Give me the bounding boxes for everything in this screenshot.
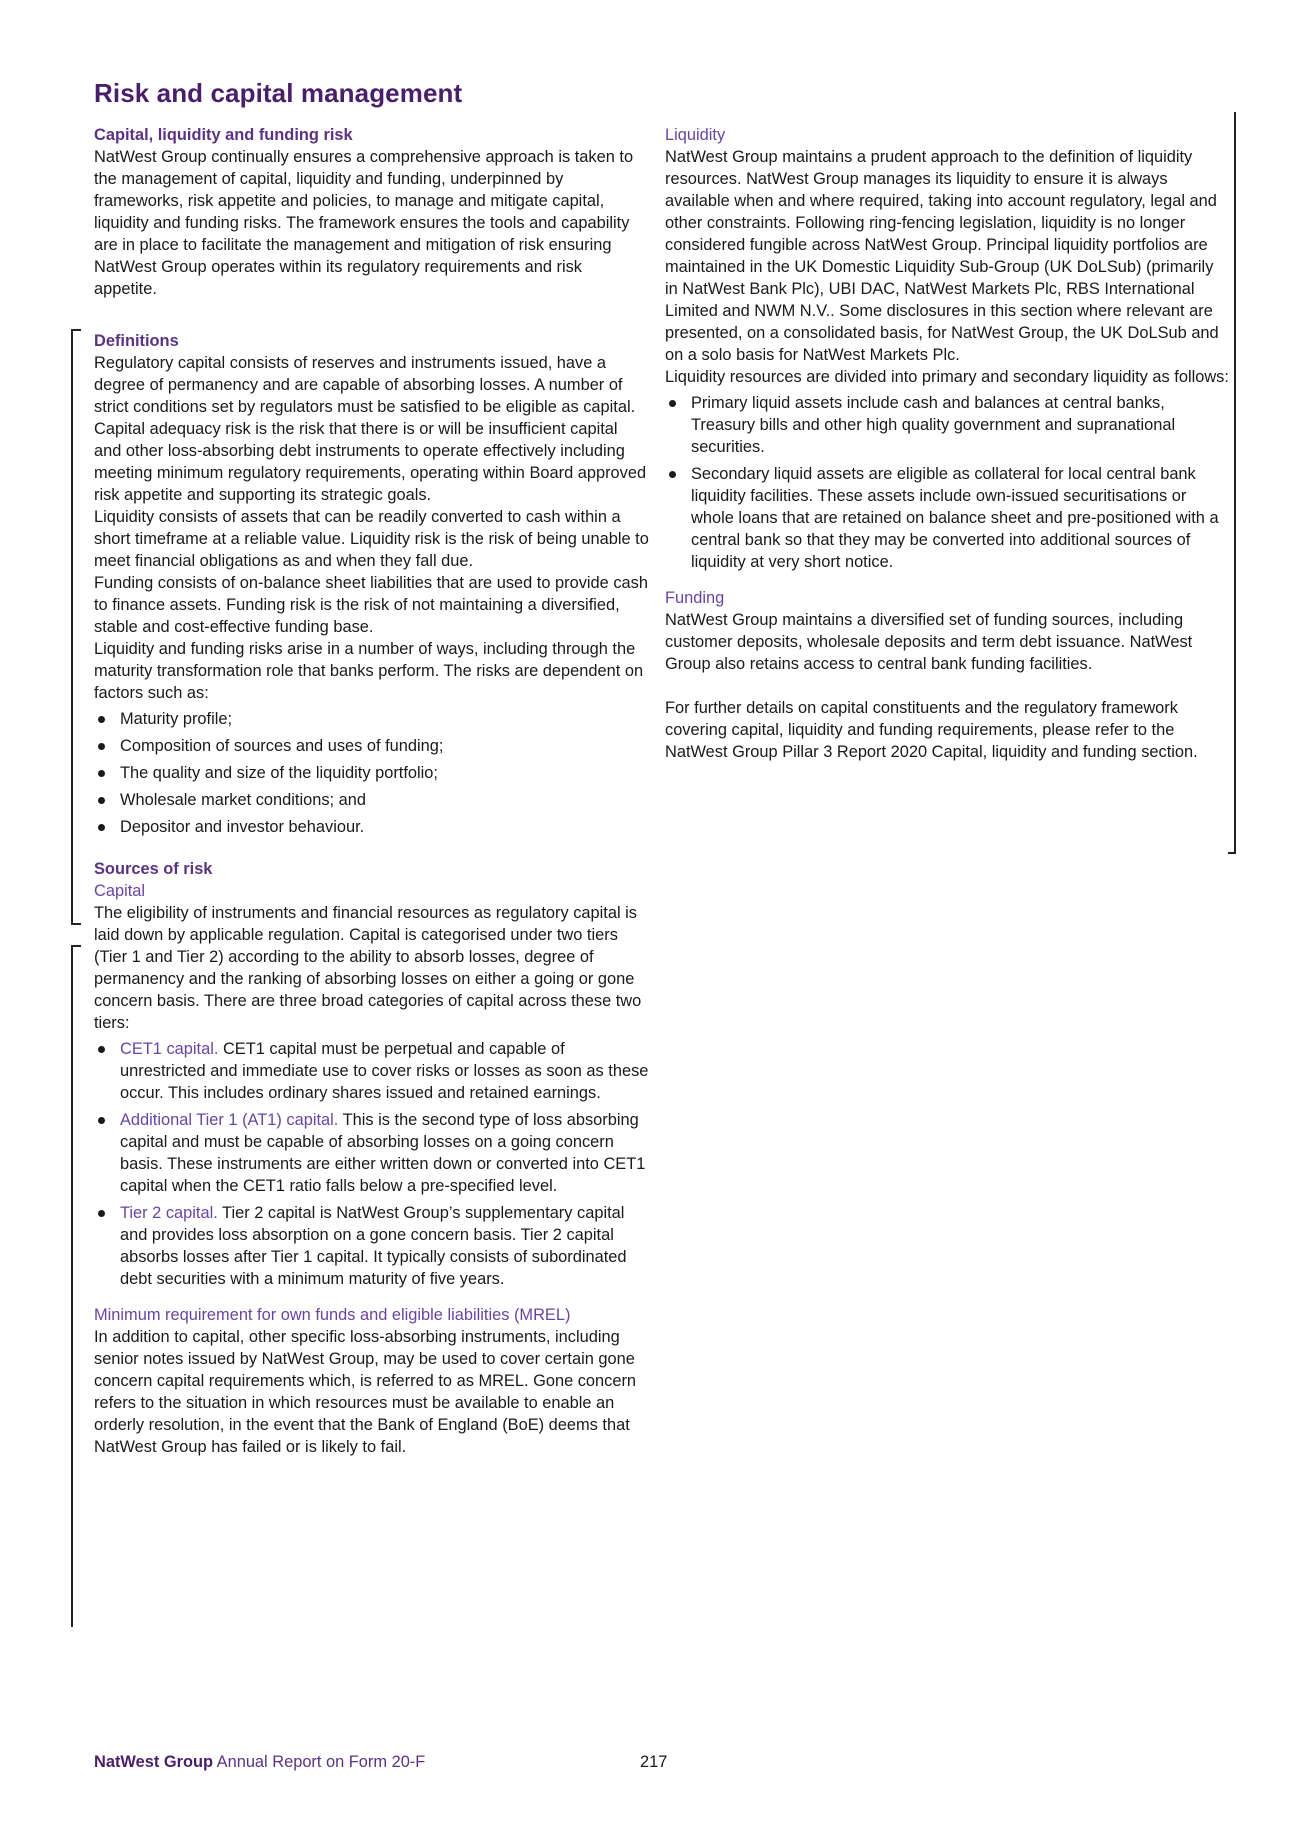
definitions-heading: Definitions (94, 332, 179, 350)
list-item: Secondary liquid assets are eligible as collateral for local central bank liquidity facilities. These assets include own-issued securitisations or whole loans that are retained on balance sheet and pre-positioned with a central bank so that they may be converted into additional sources of liquidity at very short notice. (665, 463, 1230, 573)
funding-body: NatWest Group maintains a diversified set of funding sources, including customer deposits, wholesale deposits and term debt issuance. NatWest Group also retains access to central bank funding facilities. (665, 611, 1193, 673)
definitions-paragraph: Capital adequacy risk is the risk that there is or will be insufficient capital and other loss-absorbing debt instruments to operate effectively including meeting minimum regulatory requirements, operating within Board approved risk appetite and supporting its strategic goals. (94, 420, 647, 504)
further-details: For further details on capital constituents and the regulatory framework covering capital, liquidity and funding requirements, please refer to the NatWest Group Pillar 3 Report 2020 Capital, liquidity and funding section. (665, 699, 1198, 761)
intro-body: NatWest Group continually ensures a comprehensive approach is taken to the management of capital, liquidity and funding, underpinned by frameworks, risk appetite and policies, to manage and mitigate capital, liquidity and funding risks. The framework ensures the tools and capability are in place to facilitate the management and mitigation of risk ensuring NatWest Group operates within its regulatory requirements and risk appetite. (94, 148, 634, 298)
liquidity-heading: Liquidity (665, 126, 726, 144)
definitions-paragraph: Regulatory capital consists of reserves and instruments issued, have a degree of permanency and are capable of absorbing losses. A number of strict conditions set by regulators must be satisfied to be eligible as capital. (94, 354, 636, 416)
footer-document-title: Annual Report on Form 20-F (216, 1753, 426, 1771)
sources-section (94, 858, 649, 1458)
right-column (665, 124, 1230, 763)
risk-factors-list (94, 708, 649, 838)
definitions-section (94, 330, 649, 838)
page-number: 217 (640, 1753, 668, 1771)
definitions-paragraph: Liquidity consists of assets that can be readily converted to cash within a short timeframe at a reliable value. Liquidity risk is the risk of being unable to meet financial obligations as and when they fall due. (94, 508, 649, 570)
list-item: Maturity profile; (94, 708, 649, 730)
list-item (94, 1202, 649, 1290)
footer-brand: NatWest Group (94, 1753, 213, 1771)
mrel-body: In addition to capital, other specific loss-absorbing instruments, including senior notes issued by NatWest Group, may be used to cover certain gone concern capital requirements which, is referred to as MREL. Gone concern refers to the situation in which resources must be available to enable an orderly resolution, in the event that the Bank of England (BoE) deems that NatWest Group has failed or is likely to fail. (94, 1328, 637, 1456)
definitions-bracket (71, 329, 81, 925)
list-item: The quality and size of the liquidity portfolio; (94, 762, 649, 784)
sources-heading: Sources of risk (94, 860, 213, 878)
intro-section (94, 124, 649, 300)
tier-label: CET1 capital. (120, 1040, 219, 1058)
funding-heading: Funding (665, 589, 725, 607)
page-title: Risk and capital management (94, 78, 463, 108)
mrel-heading: Minimum requirement for own funds and eligible liabilities (MREL) (94, 1306, 571, 1324)
tier-label: Tier 2 capital. (120, 1204, 218, 1222)
list-item: Composition of sources and uses of funding; (94, 735, 649, 757)
definitions-paragraph: Liquidity and funding risks arise in a number of ways, including through the maturity transformation role that banks perform. The risks are dependent on factors such as: (94, 640, 644, 702)
capital-body: The eligibility of instruments and financial resources as regulatory capital is laid down by applicable regulation. Capital is categorised under two tiers (Tier 1 and Tier 2) according to the ability to absorb losses, degree of permanency and the ranking of absorbing losses on either a going or gone concern basis. There are three broad categories of capital across these two tiers: (94, 904, 642, 1032)
tier-label: Additional Tier 1 (AT1) capital. (120, 1111, 339, 1129)
footer (94, 1753, 425, 1772)
sources-bracket (71, 945, 81, 1627)
tier-text: This is the second type of loss absorbing capital and must be capable of absorbing losses on a going concern basis. These instruments are either written down or converted into CET1 capital when the CET1 ratio falls below a pre-specified level. (120, 1111, 646, 1195)
capital-heading: Capital (94, 882, 146, 900)
list-item (94, 1109, 649, 1197)
list-item: Depositor and investor behaviour. (94, 816, 649, 838)
list-item: Wholesale market conditions; and (94, 789, 649, 811)
intro-heading: Capital, liquidity and funding risk (94, 126, 353, 144)
capital-tiers-list (94, 1038, 649, 1290)
resources-intro: Liquidity resources are divided into primary and secondary liquidity as follows: (665, 368, 1229, 386)
liquidity-body: NatWest Group maintains a prudent approach to the definition of liquidity resources. NatWest Group manages its liquidity to ensure it is always available when and where required, taking into account regulatory, legal and other constraints. Following ring-fencing legislation, liquidity is no longer considered fungible across NatWest Group. Principal liquidity portfolios are maintained in the UK Domestic Liquidity Sub-Group (UK DoLSub) (primarily in NatWest Bank Plc), UBI DAC, NatWest Markets Plc, RBS International Limited and NWM N.V.. Some disclosures in this section where relevant are presented, on a consolidated basis, for NatWest Group, the UK DoLSub and on a solo basis for NatWest Markets Plc. (665, 148, 1219, 364)
liquidity-resources-list (665, 392, 1230, 573)
tier-text: CET1 capital must be perpetual and capable of unrestricted and immediate use to cover risks or losses as soon as these occur. This includes ordinary shares issued and retained earnings. (120, 1040, 649, 1102)
definitions-paragraph: Funding consists of on-balance sheet liabilities that are used to provide cash to finance assets. Funding risk is the risk of not maintaining a diversified, stable and cost-effective funding base. (94, 574, 648, 636)
list-item (94, 1038, 649, 1104)
tier-text: Tier 2 capital is NatWest Group’s supplementary capital and provides loss absorption on a gone concern basis. Tier 2 capital absorbs losses after Tier 1 capital. It typically consists of subordinated debt securities with a minimum maturity of five years. (120, 1204, 627, 1288)
left-column (94, 124, 649, 1458)
list-item: Primary liquid assets include cash and balances at central banks, Treasury bills and other high quality government and supranational securities. (665, 392, 1230, 458)
